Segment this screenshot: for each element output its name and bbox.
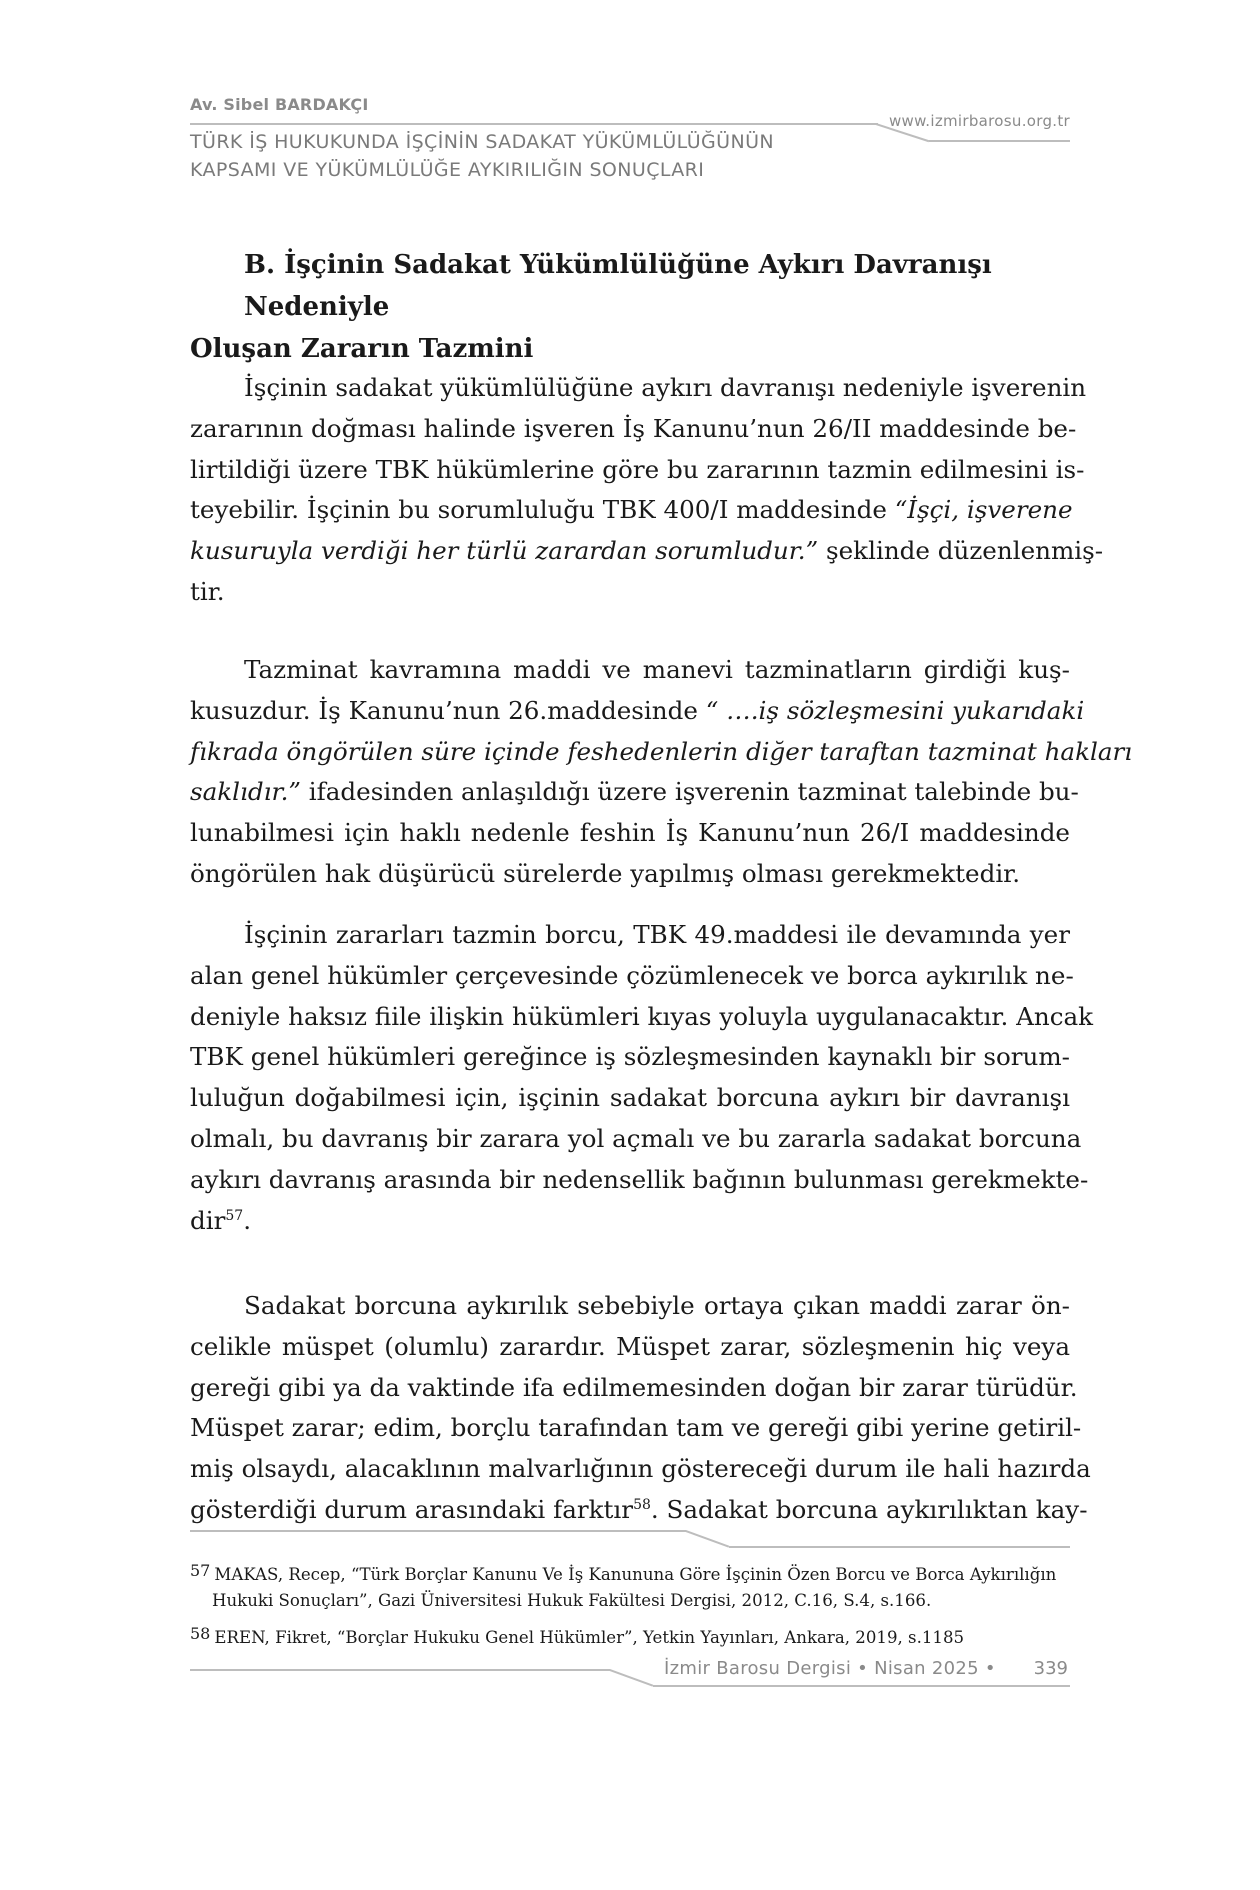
text-line: öngörülen hak düşürücü sürelerde yapılmış olması gerekmektedir.	[190, 858, 1021, 888]
section-heading	[190, 244, 1070, 370]
text-line	[190, 691, 1085, 732]
text-line: Müspet zarar; edim, borçlu tarafından tam ve gereği gibi yerine getiril-	[190, 1413, 1082, 1443]
text-segment: kusuzdur. İş Kanunu’nun 26.maddesinde	[190, 695, 706, 725]
paragraph	[190, 915, 1094, 1241]
header-rule-right	[929, 140, 1070, 142]
quote-segment: fıkrada öngörülen süre içinde feshedenlerin diğer taraftan tazminat hakları	[190, 736, 1133, 766]
footer-rule	[190, 1669, 610, 1671]
quote-segment: saklıdır.”	[190, 777, 301, 807]
text-line: luluğun doğabilmesi için, işçinin sadakat borcuna aykırı bir davranışı	[190, 1083, 1070, 1113]
paragraph	[190, 368, 1104, 613]
footnote-rule	[190, 1530, 686, 1532]
footnote-text: EREN, Fikret, “Borçlar Hukuku Genel Hükümler”, Yetkin Yayınları, Ankara, 2019, s.1185	[214, 1628, 965, 1647]
text-line: zararının doğması halinde işveren İş Kanunu’nun 26/II maddesinde be-	[190, 413, 1077, 443]
header-title-line: TÜRK İŞ HUKUKUNDA İŞÇİNİN SADAKAT YÜKÜMLÜLÜĞÜNÜN	[190, 131, 774, 153]
text-line	[190, 732, 1133, 773]
text-line: deniyle haksız fiile ilişkin hükümleri kıyas yoluyla uygulanacaktır. Ancak	[190, 1001, 1094, 1031]
paragraph	[190, 1286, 1091, 1531]
page-number: 339	[1033, 1658, 1068, 1679]
footnote-reference[interactable]: 58	[633, 1496, 651, 1513]
text-segment: dir	[190, 1205, 226, 1235]
text-line: alan genel hükümler çerçevesinde çözümlenecek ve borca aykırılık ne-	[190, 960, 1074, 990]
text-line: Sadakat borcuna aykırılık sebebiyle ortaya çıkan maddi zarar ön-	[244, 1291, 1070, 1320]
footer-rule-right	[653, 1685, 1070, 1687]
header-website: www.izmirbarosu.org.tr	[888, 112, 1070, 130]
footer-rule-slant	[609, 1669, 653, 1687]
text-segment: teyebilir. İşçinin bu sorumluluğu TBK 400/I maddesinde	[190, 495, 895, 525]
text-line: tir.	[190, 576, 225, 606]
text-line: gereği gibi ya da vaktinde ifa edilmemesinden doğan bir zarar türüdür.	[190, 1372, 1078, 1402]
footnote-text: Hukuki Sonuçları”, Gazi Üniversitesi Hukuk Fakültesi Dergisi, 2012, C.16, S.4, s.166.	[212, 1591, 932, 1610]
text-line: İşçinin zararları tazmin borcu, TBK 49.maddesi ile devamında yer	[244, 920, 1070, 949]
header-title-line: KAPSAMI VE YÜKÜMLÜLÜĞE AYKIRILIĞIN SONUÇLARI	[190, 159, 705, 181]
footer-journal-name: İzmir Barosu Dergisi • Nisan 2025 •	[664, 1658, 996, 1679]
footnote-58	[190, 1621, 1070, 1651]
section-heading-line: B. İşçinin Sadakat Yükümlülüğüne Aykırı Davranışı Nedeniyle	[244, 250, 992, 322]
paragraph	[190, 650, 1133, 895]
text-line: lirtildiği üzere TBK hükümlerine göre bu zararının tazmin edilmesini is-	[190, 454, 1085, 484]
header-rule	[190, 123, 878, 125]
text-line	[190, 531, 1104, 572]
text-line: olmalı, bu davranış bir zarara yol açmalı ve bu zararla sadakat borcuna	[190, 1123, 1082, 1153]
footnote-text: MAKAS, Recep, “Türk Borçlar Kanunu Ve İş Kanununa Göre İşçinin Özen Borcu ve Borca Aykırılığın	[214, 1565, 1057, 1584]
quote-segment: “İşçi, işverene	[894, 495, 1073, 525]
text-segment: gösterdiği durum arasındaki farktır	[190, 1494, 634, 1524]
text-line	[190, 490, 1073, 531]
text-line: İşçinin sadakat yükümlülüğüne aykırı davranışı nedeniyle işverenin	[244, 373, 1087, 402]
section-heading-line: Oluşan Zararın Tazmini	[190, 334, 534, 364]
footnote-rule-right	[729, 1546, 1070, 1548]
text-line: TBK genel hükümleri gereğince iş sözleşmesinden kaynaklı bir sorum-	[190, 1042, 1070, 1072]
footnote-rule-slant	[685, 1530, 729, 1548]
text-line: miş olsaydı, alacaklının malvarlığının göstereceği durum ile hali hazırda	[190, 1454, 1091, 1484]
text-line: Tazminat kavramına maddi ve manevi tazminatların girdiği kuş-	[244, 655, 1070, 684]
footnote-number: 57	[190, 1561, 211, 1580]
header-author: Av. Sibel BARDAKÇI	[190, 95, 369, 114]
text-segment: ifadesinden anlaşıldığı üzere işverenin tazminat talebinde bu-	[300, 777, 1079, 807]
text-segment: . Sadakat borcuna aykırılıktan kay-	[650, 1494, 1088, 1524]
quote-segment: kusuruyla verdiği her türlü zarardan sorumludur.”	[190, 536, 819, 566]
text-line: aykırı davranış arasında bir nedensellik bağının bulunması gerekmekte-	[190, 1164, 1089, 1194]
text-line	[190, 1490, 1088, 1531]
footnote-57	[190, 1558, 1070, 1614]
text-line	[190, 1201, 1070, 1242]
footnote-number: 58	[190, 1624, 211, 1643]
text-line	[190, 772, 1079, 813]
text-segment: şeklinde düzenlenmiş-	[818, 536, 1104, 566]
text-line: celikle müspet (olumlu) zarardır. Müspet zarar, sözleşmenin hiç veya	[190, 1331, 1070, 1361]
quote-segment: “ ….iş sözleşmesini yukarıdaki	[705, 695, 1085, 725]
text-line: lunabilmesi için haklı nedenle feshin İş Kanunu’nun 26/I maddesinde	[190, 818, 1070, 848]
footnote-reference[interactable]: 57	[225, 1207, 244, 1224]
text-segment: .	[243, 1205, 252, 1235]
header-article-title	[190, 128, 774, 184]
